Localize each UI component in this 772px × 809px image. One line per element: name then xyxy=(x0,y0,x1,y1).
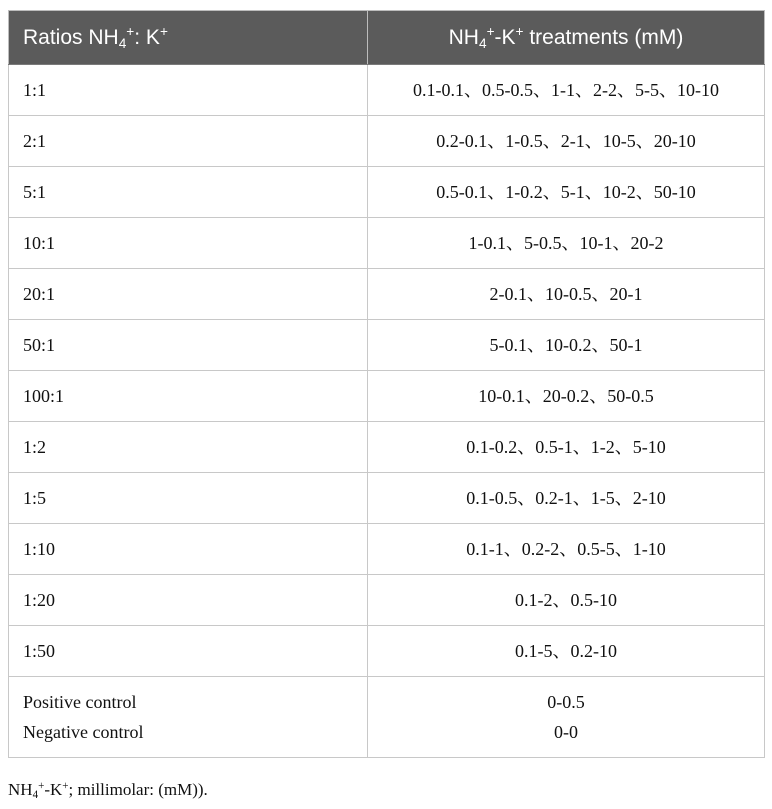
ratio-cell: 5:1 xyxy=(9,167,368,218)
header-ratios: Ratios $NH_4^+$: K+ xyxy=(9,11,368,65)
ratio-cell: 1:50 xyxy=(9,626,368,677)
table-row xyxy=(9,116,765,167)
controls-row xyxy=(9,677,765,758)
ratio-cell: 1:10 xyxy=(9,524,368,575)
data-table-container xyxy=(8,10,764,758)
ratio-cell: 1:1 xyxy=(9,65,368,116)
table-row xyxy=(9,65,765,116)
ratio-cell: 50:1 xyxy=(9,320,368,371)
table-header-row xyxy=(9,11,765,65)
table-row xyxy=(9,473,765,524)
ratio-cell: 10:1 xyxy=(9,218,368,269)
ratio-cell: 1:5 xyxy=(9,473,368,524)
negative-control-label: Negative control xyxy=(23,722,144,742)
treatment-cell: 0.5-0.1、1-0.2、5-1、10-2、50-10 xyxy=(368,167,765,218)
treatment-cell: 0.1-2、0.5-10 xyxy=(368,575,765,626)
table-row xyxy=(9,371,765,422)
treatment-cell: 0.1-5、0.2-10 xyxy=(368,626,765,677)
table-row xyxy=(9,524,765,575)
ratio-cell: 2:1 xyxy=(9,116,368,167)
controls-label-cell xyxy=(9,677,368,758)
table-row xyxy=(9,320,765,371)
treatment-cell: 0.1-0.5、0.2-1、1-5、2-10 xyxy=(368,473,765,524)
table-footnote: $NH_4^+-K^+$; millimolar: (mM)). xyxy=(8,779,208,802)
positive-control-label: Positive control xyxy=(23,692,137,712)
ratio-cell: 100:1 xyxy=(9,371,368,422)
ratio-treatment-table xyxy=(8,10,765,758)
controls-value-cell xyxy=(368,677,765,758)
table-row xyxy=(9,626,765,677)
ratio-cell: 20:1 xyxy=(9,269,368,320)
treatment-cell: 0.1-0.2、0.5-1、1-2、5-10 xyxy=(368,422,765,473)
table-row xyxy=(9,218,765,269)
header-treatments: $NH_4^+-K^+$ treatments (mM) xyxy=(368,11,765,65)
negative-control-value: 0-0 xyxy=(554,722,578,742)
treatment-cell: 1-0.1、5-0.5、10-1、20-2 xyxy=(368,218,765,269)
treatment-cell: 5-0.1、10-0.2、50-1 xyxy=(368,320,765,371)
ratio-cell: 1:2 xyxy=(9,422,368,473)
ratio-cell: 1:20 xyxy=(9,575,368,626)
table-row xyxy=(9,269,765,320)
treatment-cell: 0.2-0.1、1-0.5、2-1、10-5、20-10 xyxy=(368,116,765,167)
treatment-cell: 10-0.1、20-0.2、50-0.5 xyxy=(368,371,765,422)
treatment-cell: 2-0.1、10-0.5、20-1 xyxy=(368,269,765,320)
table-row xyxy=(9,167,765,218)
treatment-cell: 0.1-1、0.2-2、0.5-5、1-10 xyxy=(368,524,765,575)
treatment-cell: 0.1-0.1、0.5-0.5、1-1、2-2、5-5、10-10 xyxy=(368,65,765,116)
table-row xyxy=(9,422,765,473)
positive-control-value: 0-0.5 xyxy=(547,692,585,712)
table-row xyxy=(9,575,765,626)
